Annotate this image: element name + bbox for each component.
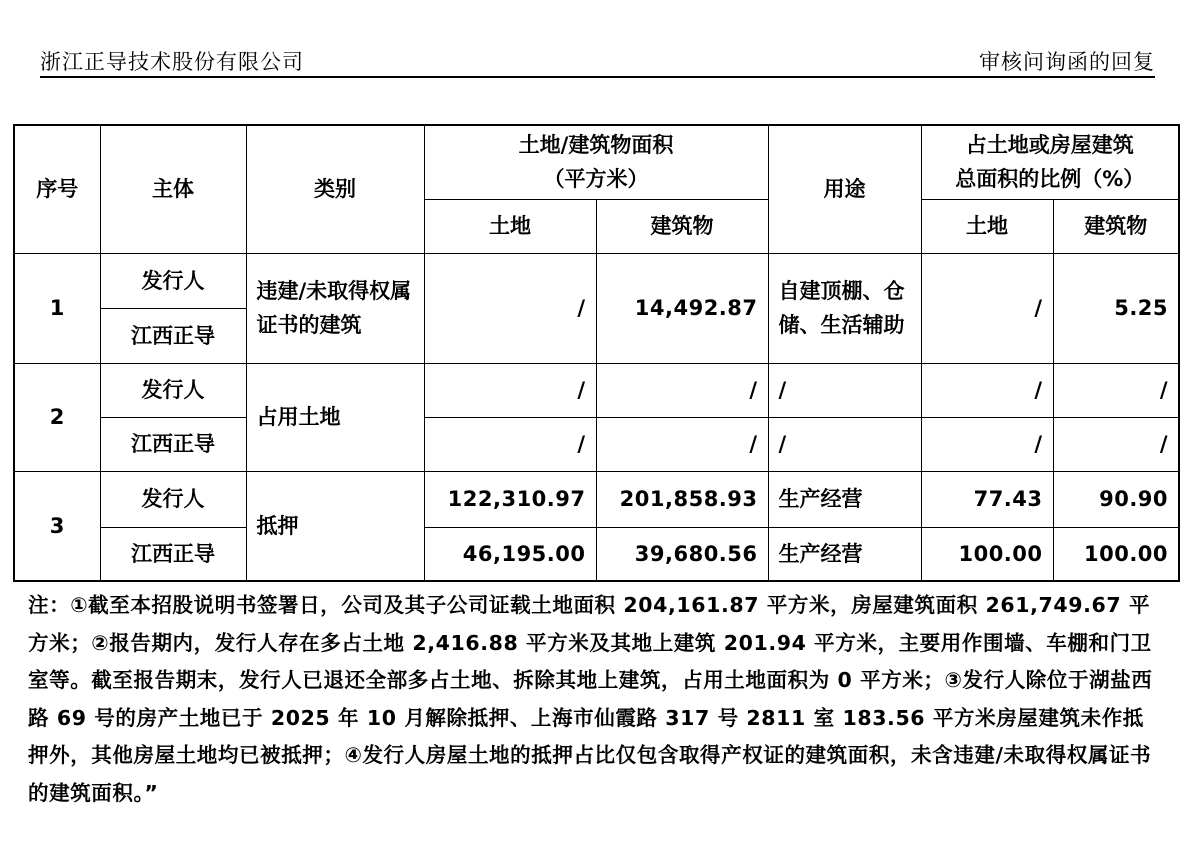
row-subject: 江西正导 bbox=[100, 417, 246, 471]
row-building: 39,680.56 bbox=[596, 527, 768, 581]
row-usage: 生产经营 bbox=[768, 527, 921, 581]
row-ratio-land: 100.00 bbox=[921, 527, 1053, 581]
row-seq: 2 bbox=[14, 363, 100, 471]
row-land: 46,195.00 bbox=[424, 527, 596, 581]
row-ratio-land: 77.43 bbox=[921, 471, 1053, 527]
footnote: 注：①截至本招股说明书签署日，公司及其子公司证载土地面积 204,161.87 平方米，房屋建筑面积 261,749.67 平方米；②报告期内，发行人存在多占土地 2,416.88 平方米及其地上建筑 201.94 平方米，主要用作围墙、车棚和门卫室等。截至报告期末，发行人已退还全部多占土地、拆除其地上建筑，占用土地面积为 0 平方米；③发行人除位于湖盐西路 69 号的房产土地已于 2025 年 10 月解除抵押、上海市仙霞路 317 号 2811 室 183.56 平方米房屋建筑未作抵押外，其他房屋土地均已被抵押；④发行人房屋土地的抵押占比仅包含取得产权证的建筑面积，未含违建/未取得权属证书的建筑面积。” bbox=[28, 593, 1153, 805]
row-building: / bbox=[596, 363, 768, 417]
header-subject: 主体 bbox=[100, 125, 246, 253]
row-land: / bbox=[424, 417, 596, 471]
land-building-table bbox=[13, 124, 1180, 582]
row-ratio-land: / bbox=[921, 363, 1053, 417]
row-building: 14,492.87 bbox=[596, 253, 768, 363]
row-ratio-building: 90.90 bbox=[1053, 471, 1179, 527]
row-usage: 生产经营 bbox=[768, 471, 921, 527]
row-ratio-building: 100.00 bbox=[1053, 527, 1179, 581]
header-category: 类别 bbox=[246, 125, 424, 253]
row-usage: / bbox=[768, 363, 921, 417]
row-seq: 1 bbox=[14, 253, 100, 363]
page-header bbox=[40, 40, 1155, 78]
row-category: 占用土地 bbox=[246, 363, 424, 471]
row-usage: / bbox=[768, 417, 921, 471]
company-name: 浙江正导技术股份有限公司 bbox=[40, 50, 304, 74]
header-land: 土地 bbox=[424, 199, 596, 253]
row-subject: 发行人 bbox=[100, 253, 246, 308]
header-ratio-land: 土地 bbox=[921, 199, 1053, 253]
header-seq: 序号 bbox=[14, 125, 100, 253]
header-area-group: 土地/建筑物面积 （平方米） bbox=[424, 125, 768, 199]
document-title: 审核问询函的回复 bbox=[979, 50, 1155, 74]
header-ratio-building: 建筑物 bbox=[1053, 199, 1179, 253]
row-usage: 自建顶棚、仓储、生活辅助 bbox=[768, 253, 921, 363]
row-ratio-land: / bbox=[921, 253, 1053, 363]
row-subject: 江西正导 bbox=[100, 527, 246, 581]
row-subject: 发行人 bbox=[100, 363, 246, 417]
header-usage: 用途 bbox=[768, 125, 921, 253]
row-building: / bbox=[596, 417, 768, 471]
row-ratio-land: / bbox=[921, 417, 1053, 471]
row-seq: 3 bbox=[14, 471, 100, 581]
row-land: / bbox=[424, 363, 596, 417]
row-category: 抵押 bbox=[246, 471, 424, 581]
row-building: 201,858.93 bbox=[596, 471, 768, 527]
row-subject: 江西正导 bbox=[100, 308, 246, 363]
row-subject: 发行人 bbox=[100, 471, 246, 527]
row-ratio-building: / bbox=[1053, 417, 1179, 471]
row-ratio-building: 5.25 bbox=[1053, 253, 1179, 363]
header-building: 建筑物 bbox=[596, 199, 768, 253]
header-ratio-group: 占土地或房屋建筑 总面积的比例（%） bbox=[921, 125, 1179, 199]
row-land: 122,310.97 bbox=[424, 471, 596, 527]
row-category: 违建/未取得权属证书的建筑 bbox=[246, 253, 424, 363]
row-land: / bbox=[424, 253, 596, 363]
row-ratio-building: / bbox=[1053, 363, 1179, 417]
